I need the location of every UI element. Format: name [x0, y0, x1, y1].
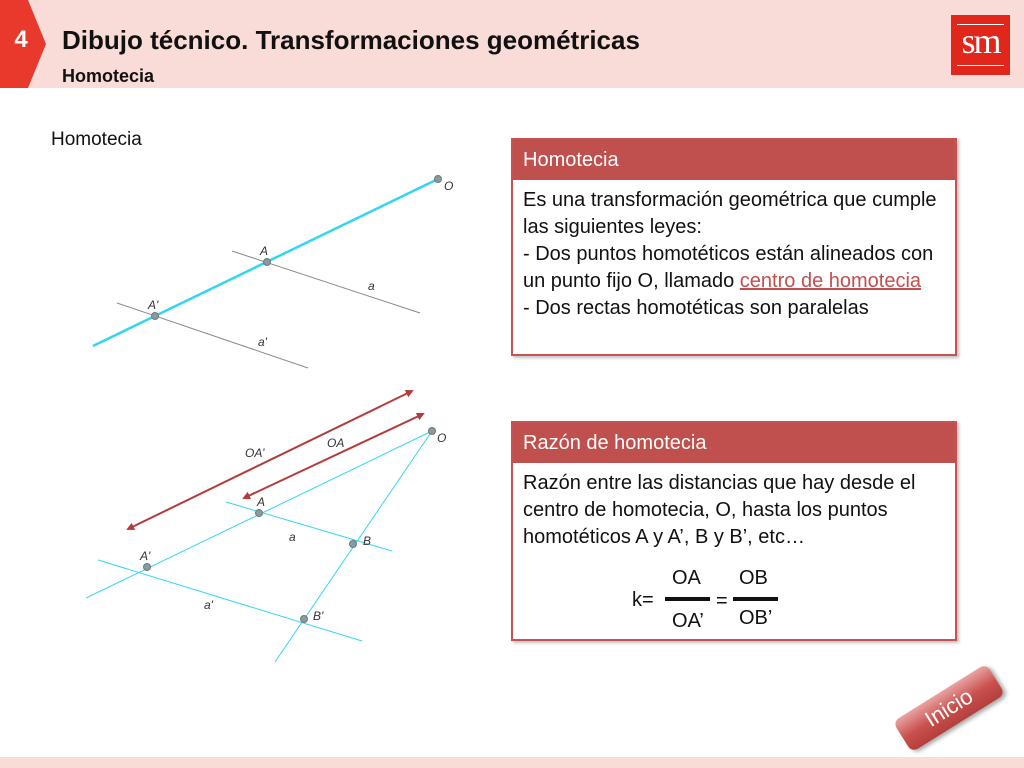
- logo-text: sm: [961, 21, 1000, 61]
- label-a-prime: a': [204, 598, 213, 612]
- point-A-prime: [144, 564, 151, 571]
- definition-box: [511, 138, 957, 356]
- inicio-button[interactable]: Inicio: [893, 664, 1005, 753]
- section-label: Homotecia: [51, 129, 142, 150]
- definition-heading: Homotecia: [513, 140, 955, 180]
- label-a: a: [368, 279, 375, 293]
- ratio-box: [511, 421, 957, 641]
- point-B: [350, 541, 357, 548]
- page-title: Dibujo técnico. Transformaciones geométricas: [62, 25, 640, 55]
- label-A: A: [260, 244, 269, 258]
- point-O: [429, 428, 436, 435]
- ratio-heading: Razón de homotecia: [513, 423, 955, 463]
- fraction-line-1: [665, 597, 710, 601]
- label-O: O: [444, 179, 454, 193]
- formula-equals: =: [716, 590, 728, 612]
- footer-bar: [0, 757, 1024, 768]
- point-B-prime: [301, 616, 308, 623]
- label-A-prime: A': [140, 549, 151, 563]
- logo-line-bottom: [957, 65, 1004, 66]
- label-B-prime: B': [313, 609, 324, 623]
- definition-body: [513, 180, 955, 322]
- label-a: a: [289, 530, 296, 544]
- fraction-line-2: [733, 597, 778, 601]
- label-B: B: [363, 534, 372, 548]
- ratio-body: Razón entre las distancias que hay desde el centro de homotecia, O, hasta los puntos homotéticos A y A’, B y B’, etc…: [523, 472, 916, 548]
- page-subtitle: Homotecia: [62, 66, 155, 86]
- sm-logo: [951, 15, 1010, 75]
- arrow-OA-prime: [128, 391, 412, 529]
- point-A: [256, 510, 263, 517]
- formula-den-OB-prime: OB’: [739, 607, 773, 629]
- label-A: A: [257, 495, 266, 509]
- label-O: O: [437, 431, 447, 445]
- label-OA-prime: OA’: [245, 446, 265, 460]
- definition-law-2: - Dos rectas homotéticas son paralelas: [523, 297, 869, 319]
- formula-num-OB: OB: [739, 567, 768, 589]
- formula-num-OA: OA: [672, 567, 701, 589]
- formula-den-OA-prime: OA’: [672, 610, 704, 632]
- chapter-number: 4: [14, 26, 28, 53]
- label-a-prime: a': [258, 335, 267, 349]
- formula-k: k=: [632, 589, 654, 611]
- homothety-diagram-2: [0, 0, 500, 700]
- arrow-OA: [244, 414, 423, 498]
- definition-intro: Es una transformación geométrica que cumple las siguientes leyes:: [523, 189, 937, 238]
- label-OA: OA: [327, 436, 345, 450]
- label-A-prime: A': [148, 298, 159, 312]
- center-link[interactable]: centro de homotecia: [739, 270, 922, 292]
- line-a-prime: [98, 560, 362, 641]
- definition-law-1: - Dos puntos homotéticos están alineados con un punto fijo O, llamado: [523, 243, 934, 292]
